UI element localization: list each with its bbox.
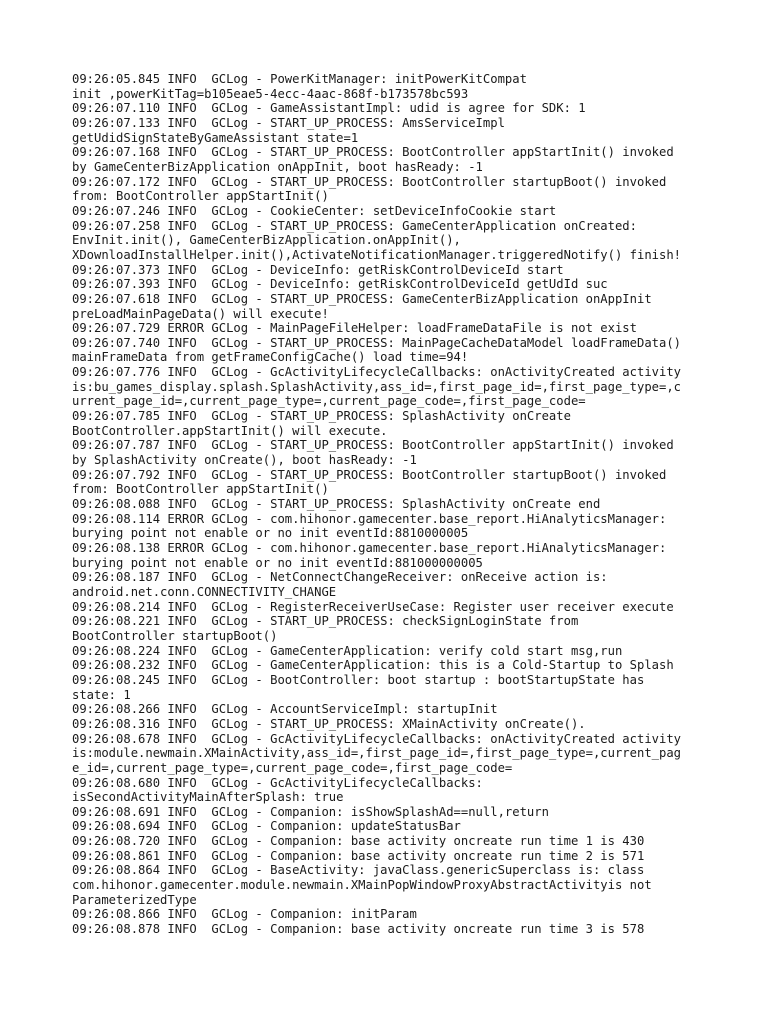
log-line: 09:26:08.878 INFO GCLog - Companion: base activity oncreate run time 3 is 578 bbox=[72, 922, 645, 937]
log-line: 09:26:07.618 INFO GCLog - START_UP_PROCESS: GameCenterBizApplication onAppInit bbox=[72, 291, 652, 306]
log-line: 09:26:07.133 INFO GCLog - START_UP_PROCESS: AmsServiceImpl bbox=[72, 115, 505, 130]
log-line: com.hihonor.gamecenter.module.newmain.XMainPopWindowProxyAbstractActivityis not bbox=[72, 878, 652, 893]
log-line: ParameterizedType bbox=[72, 892, 197, 907]
log-line: 09:26:07.787 INFO GCLog - START_UP_PROCESS: BootController appStartInit() invoked bbox=[72, 438, 674, 453]
log-line: burying point not enable or no init eventId:8810000005 bbox=[72, 526, 469, 541]
log-line: 09:26:08.232 INFO GCLog - GameCenterApplication: this is a Cold-Startup to Splash bbox=[72, 658, 674, 673]
log-line: 09:26:08.720 INFO GCLog - Companion: base activity oncreate run time 1 is 430 bbox=[72, 834, 645, 849]
log-line: init ,powerKitTag=b105eae5-4ecc-4aac-868f-b173578bc593 bbox=[72, 86, 469, 101]
log-line: 09:26:07.258 INFO GCLog - START_UP_PROCESS: GameCenterApplication onCreated: bbox=[72, 218, 637, 233]
log-line: 09:26:08.694 INFO GCLog - Companion: updateStatusBar bbox=[72, 819, 461, 834]
log-line: preLoadMainPageData() will execute! bbox=[72, 306, 329, 321]
log-line: urrent_page_id=,current_page_type=,current_page_code=,first_page_code= bbox=[72, 394, 586, 409]
log-line: EnvInit.init(), GameCenterBizApplication.onAppInit(), bbox=[72, 233, 461, 248]
log-line: 09:26:08.680 INFO GCLog - GcActivityLifecycleCallbacks: bbox=[72, 775, 483, 790]
log-line: BootController startupBoot() bbox=[72, 628, 278, 643]
log-line: 09:26:08.864 INFO GCLog - BaseActivity: javaClass.genericSuperclass is: class bbox=[72, 863, 645, 878]
log-line: 09:26:07.373 INFO GCLog - DeviceInfo: getRiskControlDeviceId start bbox=[72, 262, 564, 277]
log-line: from: BootController appStartInit() bbox=[72, 189, 329, 204]
log-line: 09:26:07.785 INFO GCLog - START_UP_PROCESS: SplashActivity onCreate bbox=[72, 409, 571, 424]
log-line: android.net.conn.CONNECTIVITY_CHANGE bbox=[72, 584, 337, 599]
log-line: getUdidSignStateByGameAssistant state=1 bbox=[72, 130, 359, 145]
log-line: 09:26:08.088 INFO GCLog - START_UP_PROCESS: SplashActivity onCreate end bbox=[72, 497, 601, 512]
log-line: 09:26:08.678 INFO GCLog - GcActivityLifecycleCallbacks: onActivityCreated activity bbox=[72, 731, 682, 746]
log-line: isSecondActivityMainAfterSplash: true bbox=[72, 790, 344, 805]
log-line: 09:26:07.740 INFO GCLog - START_UP_PROCESS: MainPageCacheDataModel loadFrameData() bbox=[72, 335, 682, 350]
log-line: 09:26:07.393 INFO GCLog - DeviceInfo: getRiskControlDeviceId getUdId suc bbox=[72, 277, 608, 292]
log-line: BootController.appStartInit() will execute. bbox=[72, 423, 388, 438]
log-line: e_id=,current_page_type=,current_page_code=,first_page_code= bbox=[72, 760, 513, 775]
log-line: state: 1 bbox=[72, 687, 131, 702]
log-line: 09:26:08.245 INFO GCLog - BootController: boot startup : bootStartupState has bbox=[72, 672, 645, 687]
log-line: from: BootController appStartInit() bbox=[72, 482, 329, 497]
log-line: mainFrameData from getFrameConfigCache() load time=94! bbox=[72, 350, 469, 365]
log-line: 09:26:07.172 INFO GCLog - START_UP_PROCESS: BootController startupBoot() invoked bbox=[72, 174, 667, 189]
log-line: 09:26:08.861 INFO GCLog - Companion: base activity oncreate run time 2 is 571 bbox=[72, 848, 645, 863]
log-line: is:module.newmain.XMainActivity,ass_id=,first_page_id=,first_page_type=,current_pag bbox=[72, 746, 682, 761]
log-line: 09:26:08.214 INFO GCLog - RegisterReceiverUseCase: Register user receiver execute bbox=[72, 599, 674, 614]
log-line: 09:26:08.138 ERROR GCLog - com.hihonor.gamecenter.base_report.HiAnalyticsManager: bbox=[72, 541, 667, 555]
log-line: by GameCenterBizApplication onAppInit, boot hasReady: -1 bbox=[72, 159, 483, 174]
log-line: 09:26:08.316 INFO GCLog - START_UP_PROCESS: XMainActivity onCreate(). bbox=[72, 716, 586, 731]
log-line: by SplashActivity onCreate(), boot hasReady: -1 bbox=[72, 453, 417, 468]
log-line: 09:26:08.221 INFO GCLog - START_UP_PROCESS: checkSignLoginState from bbox=[72, 614, 579, 629]
log-text-block bbox=[72, 72, 712, 937]
log-line: 09:26:07.246 INFO GCLog - CookieCenter: setDeviceInfoCookie start bbox=[72, 203, 557, 218]
log-line: XDownloadInstallHelper.init(),ActivateNotificationManager.triggeredNotify() finish! bbox=[72, 247, 682, 262]
log-line: 09:26:07.729 ERROR GCLog - MainPageFileHelper: loadFrameDataFile is not exist bbox=[72, 321, 637, 336]
log-line: is:bu_games_display.splash.SplashActivity,ass_id=,first_page_id=,first_page_type=,c bbox=[72, 379, 682, 394]
log-line: 09:26:07.776 INFO GCLog - GcActivityLifecycleCallbacks: onActivityCreated activity bbox=[72, 365, 682, 380]
log-line: 09:26:08.187 INFO GCLog - NetConnectChangeReceiver: onReceive action is: bbox=[72, 570, 608, 585]
log-line: 09:26:08.866 INFO GCLog - Companion: initParam bbox=[72, 907, 417, 922]
log-line: 09:26:07.110 INFO GCLog - GameAssistantImpl: udid is agree for SDK: 1 bbox=[72, 101, 586, 116]
log-line: burying point not enable or no init eventId:881000000005 bbox=[72, 555, 483, 570]
log-line: 09:26:08.266 INFO GCLog - AccountServiceImpl: startupInit bbox=[72, 702, 498, 717]
log-line: 09:26:08.114 ERROR GCLog - com.hihonor.gamecenter.base_report.HiAnalyticsManager: bbox=[72, 511, 667, 526]
log-line: 09:26:05.845 INFO GCLog - PowerKitManager: initPowerKitCompat bbox=[72, 72, 527, 86]
log-line: 09:26:07.792 INFO GCLog - START_UP_PROCESS: BootController startupBoot() invoked bbox=[72, 467, 667, 482]
log-line: 09:26:08.691 INFO GCLog - Companion: isShowSplashAd==null,return bbox=[72, 804, 549, 819]
log-line: 09:26:07.168 INFO GCLog - START_UP_PROCESS: BootController appStartInit() invoked bbox=[72, 145, 674, 160]
log-line: 09:26:08.224 INFO GCLog - GameCenterApplication: verify cold start msg,run bbox=[72, 643, 623, 658]
